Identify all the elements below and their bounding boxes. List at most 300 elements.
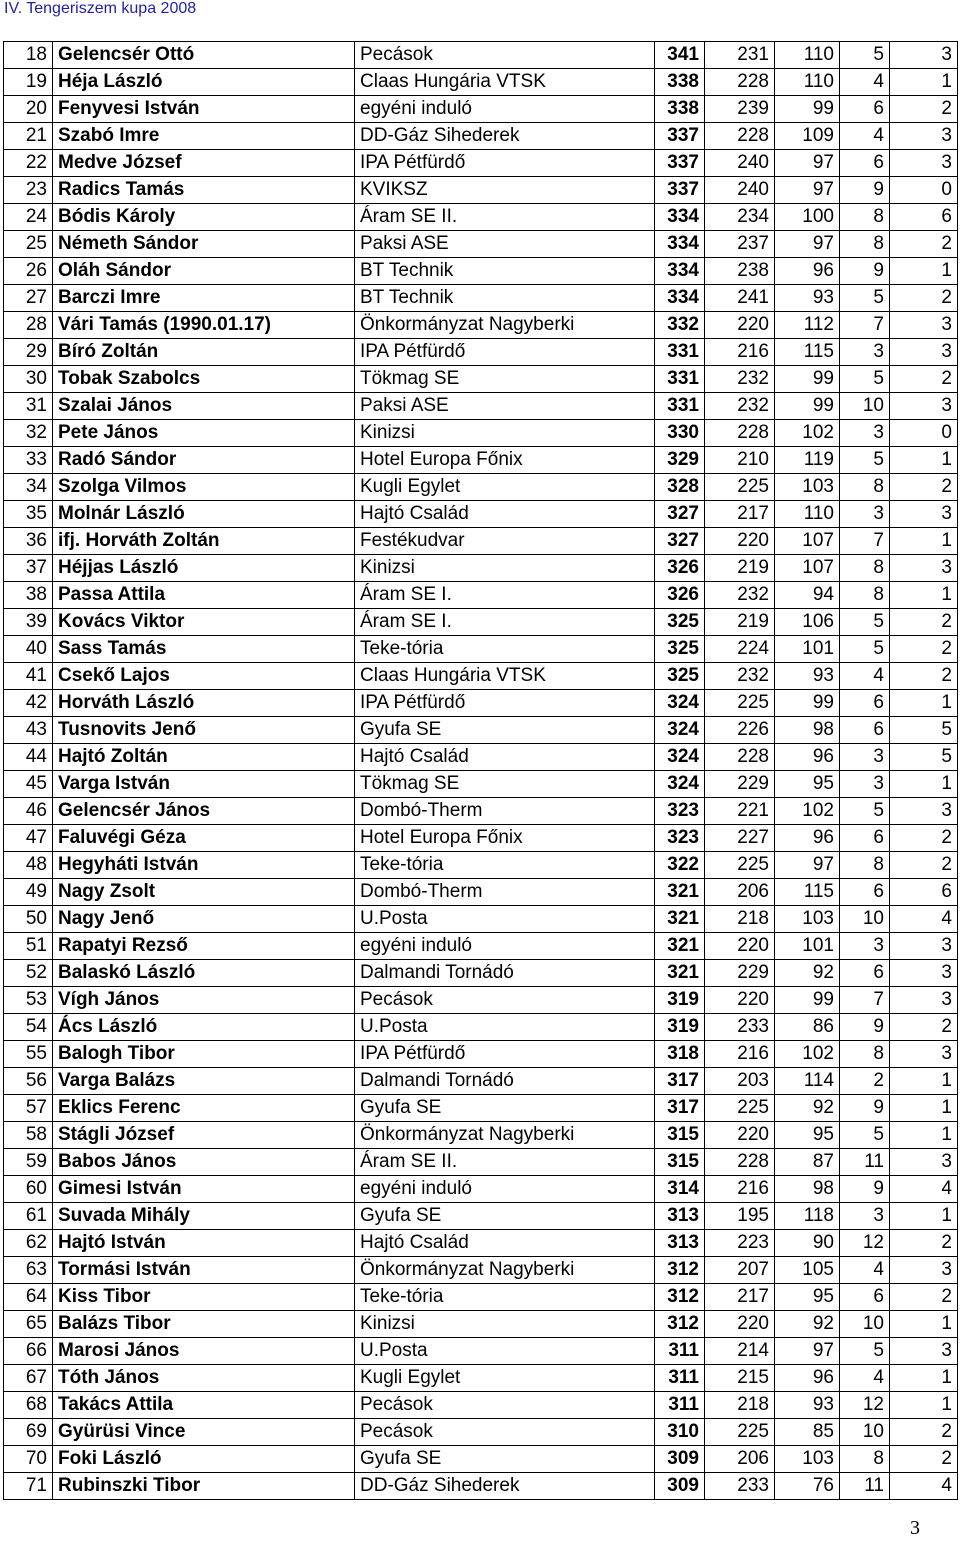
player-name-cell: ifj. Horváth Zoltán <box>53 528 355 555</box>
misses-cell: 5 <box>840 285 890 312</box>
clearance-cell: 102 <box>775 798 840 825</box>
full-pins-cell: 234 <box>705 204 775 231</box>
total-score-cell: 317 <box>655 1095 705 1122</box>
player-name-cell: Balogh Tibor <box>53 1041 355 1068</box>
rank-cell: 59 <box>4 1149 53 1176</box>
table-row <box>4 231 958 258</box>
full-pins-cell: 232 <box>705 366 775 393</box>
full-pins-cell: 227 <box>705 825 775 852</box>
clearance-cell: 99 <box>775 690 840 717</box>
rank-cell: 57 <box>4 1095 53 1122</box>
club-cell: Önkormányzat Nagyberki <box>355 1257 655 1284</box>
total-score-cell: 334 <box>655 204 705 231</box>
club-cell: Kinizsi <box>355 1311 655 1338</box>
extra-cell: 6 <box>890 879 958 906</box>
club-cell: IPA Pétfürdő <box>355 150 655 177</box>
clearance-cell: 110 <box>775 501 840 528</box>
rank-cell: 18 <box>4 42 53 69</box>
table-row <box>4 798 958 825</box>
full-pins-cell: 225 <box>705 1419 775 1446</box>
full-pins-cell: 218 <box>705 906 775 933</box>
rank-cell: 50 <box>4 906 53 933</box>
table-row <box>4 960 958 987</box>
table-row <box>4 1257 958 1284</box>
total-score-cell: 324 <box>655 744 705 771</box>
rank-cell: 64 <box>4 1284 53 1311</box>
full-pins-cell: 221 <box>705 798 775 825</box>
player-name-cell: Kovács Viktor <box>53 609 355 636</box>
total-score-cell: 327 <box>655 528 705 555</box>
player-name-cell: Eklics Ferenc <box>53 1095 355 1122</box>
full-pins-cell: 206 <box>705 1446 775 1473</box>
results-table-body <box>4 42 958 1500</box>
total-score-cell: 330 <box>655 420 705 447</box>
player-name-cell: Oláh Sándor <box>53 258 355 285</box>
player-name-cell: Babos János <box>53 1149 355 1176</box>
club-cell: Hotel Europa Főnix <box>355 825 655 852</box>
club-cell: Hajtó Család <box>355 501 655 528</box>
club-cell: Tökmag SE <box>355 366 655 393</box>
table-row <box>4 393 958 420</box>
club-cell: Pecások <box>355 1419 655 1446</box>
misses-cell: 12 <box>840 1230 890 1257</box>
club-cell: Claas Hungária VTSK <box>355 69 655 96</box>
total-score-cell: 332 <box>655 312 705 339</box>
table-row <box>4 1473 958 1500</box>
clearance-cell: 109 <box>775 123 840 150</box>
full-pins-cell: 231 <box>705 42 775 69</box>
clearance-cell: 110 <box>775 69 840 96</box>
full-pins-cell: 217 <box>705 1284 775 1311</box>
player-name-cell: Hegyháti István <box>53 852 355 879</box>
clearance-cell: 106 <box>775 609 840 636</box>
misses-cell: 3 <box>840 339 890 366</box>
rank-cell: 55 <box>4 1041 53 1068</box>
extra-cell: 2 <box>890 663 958 690</box>
full-pins-cell: 237 <box>705 231 775 258</box>
club-cell: U.Posta <box>355 1014 655 1041</box>
table-row <box>4 636 958 663</box>
full-pins-cell: 232 <box>705 582 775 609</box>
rank-cell: 25 <box>4 231 53 258</box>
player-name-cell: Héjjas László <box>53 555 355 582</box>
player-name-cell: Radó Sándor <box>53 447 355 474</box>
full-pins-cell: 225 <box>705 690 775 717</box>
total-score-cell: 315 <box>655 1149 705 1176</box>
rank-cell: 36 <box>4 528 53 555</box>
table-row <box>4 447 958 474</box>
clearance-cell: 96 <box>775 744 840 771</box>
table-row <box>4 420 958 447</box>
table-row <box>4 744 958 771</box>
full-pins-cell: 239 <box>705 96 775 123</box>
player-name-cell: Tusnovits Jenő <box>53 717 355 744</box>
extra-cell: 5 <box>890 744 958 771</box>
rank-cell: 52 <box>4 960 53 987</box>
table-row <box>4 1149 958 1176</box>
clearance-cell: 102 <box>775 1041 840 1068</box>
table-row <box>4 501 958 528</box>
clearance-cell: 97 <box>775 231 840 258</box>
rank-cell: 62 <box>4 1230 53 1257</box>
player-name-cell: Rubinszki Tibor <box>53 1473 355 1500</box>
club-cell: egyéni induló <box>355 1176 655 1203</box>
misses-cell: 8 <box>840 1446 890 1473</box>
rank-cell: 56 <box>4 1068 53 1095</box>
total-score-cell: 334 <box>655 285 705 312</box>
clearance-cell: 95 <box>775 1122 840 1149</box>
extra-cell: 5 <box>890 717 958 744</box>
full-pins-cell: 233 <box>705 1014 775 1041</box>
rank-cell: 30 <box>4 366 53 393</box>
table-row <box>4 258 958 285</box>
full-pins-cell: 220 <box>705 312 775 339</box>
clearance-cell: 100 <box>775 204 840 231</box>
player-name-cell: Vári Tamás (1990.01.17) <box>53 312 355 339</box>
rank-cell: 48 <box>4 852 53 879</box>
club-cell: Dombó-Therm <box>355 879 655 906</box>
extra-cell: 2 <box>890 474 958 501</box>
full-pins-cell: 228 <box>705 744 775 771</box>
rank-cell: 47 <box>4 825 53 852</box>
club-cell: Dalmandi Tornádó <box>355 960 655 987</box>
clearance-cell: 107 <box>775 528 840 555</box>
total-score-cell: 321 <box>655 879 705 906</box>
total-score-cell: 314 <box>655 1176 705 1203</box>
total-score-cell: 315 <box>655 1122 705 1149</box>
misses-cell: 5 <box>840 609 890 636</box>
clearance-cell: 115 <box>775 879 840 906</box>
rank-cell: 39 <box>4 609 53 636</box>
player-name-cell: Tormási István <box>53 1257 355 1284</box>
player-name-cell: Rapatyi Rezső <box>53 933 355 960</box>
table-row <box>4 1446 958 1473</box>
full-pins-cell: 217 <box>705 501 775 528</box>
club-cell: U.Posta <box>355 1338 655 1365</box>
player-name-cell: Tobak Szabolcs <box>53 366 355 393</box>
extra-cell: 3 <box>890 1338 958 1365</box>
rank-cell: 54 <box>4 1014 53 1041</box>
full-pins-cell: 224 <box>705 636 775 663</box>
table-row <box>4 150 958 177</box>
total-score-cell: 313 <box>655 1230 705 1257</box>
club-cell: DD-Gáz Sihederek <box>355 123 655 150</box>
extra-cell: 2 <box>890 1284 958 1311</box>
extra-cell: 1 <box>890 690 958 717</box>
club-cell: DD-Gáz Sihederek <box>355 1473 655 1500</box>
full-pins-cell: 229 <box>705 771 775 798</box>
rank-cell: 61 <box>4 1203 53 1230</box>
rank-cell: 32 <box>4 420 53 447</box>
club-cell: Pecások <box>355 987 655 1014</box>
misses-cell: 8 <box>840 204 890 231</box>
rank-cell: 68 <box>4 1392 53 1419</box>
player-name-cell: Barczi Imre <box>53 285 355 312</box>
total-score-cell: 312 <box>655 1284 705 1311</box>
player-name-cell: Gyürüsi Vince <box>53 1419 355 1446</box>
misses-cell: 9 <box>840 1014 890 1041</box>
player-name-cell: Gimesi István <box>53 1176 355 1203</box>
extra-cell: 4 <box>890 906 958 933</box>
extra-cell: 3 <box>890 1149 958 1176</box>
club-cell: Hajtó Család <box>355 744 655 771</box>
extra-cell: 1 <box>890 1203 958 1230</box>
extra-cell: 3 <box>890 960 958 987</box>
player-name-cell: Medve József <box>53 150 355 177</box>
misses-cell: 3 <box>840 771 890 798</box>
rank-cell: 69 <box>4 1419 53 1446</box>
club-cell: Teke-tória <box>355 636 655 663</box>
misses-cell: 9 <box>840 1176 890 1203</box>
rank-cell: 40 <box>4 636 53 663</box>
player-name-cell: Németh Sándor <box>53 231 355 258</box>
clearance-cell: 115 <box>775 339 840 366</box>
player-name-cell: Nagy Jenő <box>53 906 355 933</box>
misses-cell: 8 <box>840 474 890 501</box>
full-pins-cell: 216 <box>705 1041 775 1068</box>
player-name-cell: Vígh János <box>53 987 355 1014</box>
club-cell: Gyufa SE <box>355 1446 655 1473</box>
full-pins-cell: 223 <box>705 1230 775 1257</box>
player-name-cell: Bódis Károly <box>53 204 355 231</box>
club-cell: Pecások <box>355 42 655 69</box>
full-pins-cell: 228 <box>705 1149 775 1176</box>
extra-cell: 2 <box>890 1419 958 1446</box>
table-row <box>4 123 958 150</box>
clearance-cell: 97 <box>775 177 840 204</box>
club-cell: Áram SE I. <box>355 582 655 609</box>
full-pins-cell: 233 <box>705 1473 775 1500</box>
club-cell: Claas Hungária VTSK <box>355 663 655 690</box>
rank-cell: 34 <box>4 474 53 501</box>
player-name-cell: Gelencsér János <box>53 798 355 825</box>
club-cell: Kugli Egylet <box>355 1365 655 1392</box>
rank-cell: 43 <box>4 717 53 744</box>
player-name-cell: Suvada Mihály <box>53 1203 355 1230</box>
extra-cell: 3 <box>890 339 958 366</box>
rank-cell: 27 <box>4 285 53 312</box>
rank-cell: 51 <box>4 933 53 960</box>
extra-cell: 1 <box>890 1095 958 1122</box>
extra-cell: 1 <box>890 771 958 798</box>
club-cell: IPA Pétfürdő <box>355 1041 655 1068</box>
total-score-cell: 331 <box>655 366 705 393</box>
rank-cell: 38 <box>4 582 53 609</box>
misses-cell: 5 <box>840 42 890 69</box>
extra-cell: 1 <box>890 447 958 474</box>
club-cell: Áram SE II. <box>355 1149 655 1176</box>
rank-cell: 28 <box>4 312 53 339</box>
extra-cell: 2 <box>890 366 958 393</box>
total-score-cell: 313 <box>655 1203 705 1230</box>
misses-cell: 3 <box>840 933 890 960</box>
misses-cell: 7 <box>840 987 890 1014</box>
total-score-cell: 327 <box>655 501 705 528</box>
full-pins-cell: 216 <box>705 339 775 366</box>
table-row <box>4 204 958 231</box>
total-score-cell: 317 <box>655 1068 705 1095</box>
player-name-cell: Balaskó László <box>53 960 355 987</box>
misses-cell: 11 <box>840 1149 890 1176</box>
player-name-cell: Kiss Tibor <box>53 1284 355 1311</box>
club-cell: Gyufa SE <box>355 1095 655 1122</box>
misses-cell: 4 <box>840 1257 890 1284</box>
full-pins-cell: 207 <box>705 1257 775 1284</box>
total-score-cell: 334 <box>655 231 705 258</box>
table-row <box>4 1095 958 1122</box>
misses-cell: 6 <box>840 717 890 744</box>
full-pins-cell: 225 <box>705 852 775 879</box>
rank-cell: 58 <box>4 1122 53 1149</box>
extra-cell: 1 <box>890 69 958 96</box>
extra-cell: 1 <box>890 1068 958 1095</box>
total-score-cell: 318 <box>655 1041 705 1068</box>
total-score-cell: 323 <box>655 825 705 852</box>
total-score-cell: 334 <box>655 258 705 285</box>
extra-cell: 3 <box>890 150 958 177</box>
full-pins-cell: 226 <box>705 717 775 744</box>
misses-cell: 7 <box>840 312 890 339</box>
club-cell: U.Posta <box>355 906 655 933</box>
clearance-cell: 103 <box>775 906 840 933</box>
misses-cell: 5 <box>840 798 890 825</box>
full-pins-cell: 228 <box>705 123 775 150</box>
player-name-cell: Hajtó Zoltán <box>53 744 355 771</box>
full-pins-cell: 225 <box>705 1095 775 1122</box>
extra-cell: 2 <box>890 1230 958 1257</box>
player-name-cell: Fenyvesi István <box>53 96 355 123</box>
rank-cell: 53 <box>4 987 53 1014</box>
club-cell: egyéni induló <box>355 933 655 960</box>
table-row <box>4 771 958 798</box>
rank-cell: 70 <box>4 1446 53 1473</box>
rank-cell: 45 <box>4 771 53 798</box>
total-score-cell: 321 <box>655 960 705 987</box>
clearance-cell: 102 <box>775 420 840 447</box>
player-name-cell: Tóth János <box>53 1365 355 1392</box>
table-row <box>4 1068 958 1095</box>
player-name-cell: Szolga Vilmos <box>53 474 355 501</box>
club-cell: Gyufa SE <box>355 717 655 744</box>
misses-cell: 12 <box>840 1392 890 1419</box>
rank-cell: 44 <box>4 744 53 771</box>
extra-cell: 3 <box>890 123 958 150</box>
full-pins-cell: 240 <box>705 150 775 177</box>
extra-cell: 1 <box>890 1392 958 1419</box>
full-pins-cell: 220 <box>705 933 775 960</box>
player-name-cell: Stágli József <box>53 1122 355 1149</box>
club-cell: Festékudvar <box>355 528 655 555</box>
rank-cell: 67 <box>4 1365 53 1392</box>
club-cell: Paksi ASE <box>355 393 655 420</box>
total-score-cell: 324 <box>655 690 705 717</box>
extra-cell: 1 <box>890 582 958 609</box>
clearance-cell: 86 <box>775 1014 840 1041</box>
rank-cell: 49 <box>4 879 53 906</box>
table-row <box>4 555 958 582</box>
total-score-cell: 324 <box>655 717 705 744</box>
misses-cell: 6 <box>840 690 890 717</box>
table-row <box>4 663 958 690</box>
table-row <box>4 1014 958 1041</box>
total-score-cell: 319 <box>655 1014 705 1041</box>
clearance-cell: 103 <box>775 1446 840 1473</box>
table-row <box>4 1041 958 1068</box>
table-row <box>4 825 958 852</box>
total-score-cell: 338 <box>655 96 705 123</box>
misses-cell: 8 <box>840 555 890 582</box>
clearance-cell: 96 <box>775 825 840 852</box>
misses-cell: 8 <box>840 1041 890 1068</box>
misses-cell: 3 <box>840 744 890 771</box>
club-cell: Gyufa SE <box>355 1203 655 1230</box>
table-row <box>4 1284 958 1311</box>
misses-cell: 6 <box>840 960 890 987</box>
misses-cell: 9 <box>840 177 890 204</box>
player-name-cell: Faluvégi Géza <box>53 825 355 852</box>
results-table <box>3 41 958 1500</box>
misses-cell: 5 <box>840 1338 890 1365</box>
club-cell: Teke-tória <box>355 852 655 879</box>
full-pins-cell: 240 <box>705 177 775 204</box>
club-cell: Dombó-Therm <box>355 798 655 825</box>
misses-cell: 10 <box>840 1311 890 1338</box>
total-score-cell: 309 <box>655 1446 705 1473</box>
table-row <box>4 1203 958 1230</box>
clearance-cell: 105 <box>775 1257 840 1284</box>
table-row <box>4 528 958 555</box>
extra-cell: 1 <box>890 1311 958 1338</box>
player-name-cell: Bíró Zoltán <box>53 339 355 366</box>
player-name-cell: Varga István <box>53 771 355 798</box>
misses-cell: 8 <box>840 852 890 879</box>
extra-cell: 1 <box>890 258 958 285</box>
full-pins-cell: 215 <box>705 1365 775 1392</box>
extra-cell: 3 <box>890 42 958 69</box>
table-row <box>4 1365 958 1392</box>
extra-cell: 3 <box>890 1041 958 1068</box>
table-row <box>4 1230 958 1257</box>
extra-cell: 2 <box>890 852 958 879</box>
player-name-cell: Hajtó István <box>53 1230 355 1257</box>
clearance-cell: 101 <box>775 636 840 663</box>
table-row <box>4 42 958 69</box>
extra-cell: 4 <box>890 1473 958 1500</box>
club-cell: Paksi ASE <box>355 231 655 258</box>
misses-cell: 10 <box>840 1419 890 1446</box>
clearance-cell: 92 <box>775 960 840 987</box>
total-score-cell: 311 <box>655 1338 705 1365</box>
rank-cell: 19 <box>4 69 53 96</box>
misses-cell: 5 <box>840 636 890 663</box>
clearance-cell: 96 <box>775 258 840 285</box>
clearance-cell: 97 <box>775 1338 840 1365</box>
clearance-cell: 92 <box>775 1311 840 1338</box>
total-score-cell: 323 <box>655 798 705 825</box>
total-score-cell: 337 <box>655 150 705 177</box>
total-score-cell: 311 <box>655 1392 705 1419</box>
rank-cell: 46 <box>4 798 53 825</box>
table-row <box>4 906 958 933</box>
rank-cell: 33 <box>4 447 53 474</box>
rank-cell: 41 <box>4 663 53 690</box>
table-row <box>4 339 958 366</box>
table-row <box>4 1176 958 1203</box>
clearance-cell: 99 <box>775 987 840 1014</box>
club-cell: Teke-tória <box>355 1284 655 1311</box>
clearance-cell: 99 <box>775 366 840 393</box>
extra-cell: 3 <box>890 987 958 1014</box>
